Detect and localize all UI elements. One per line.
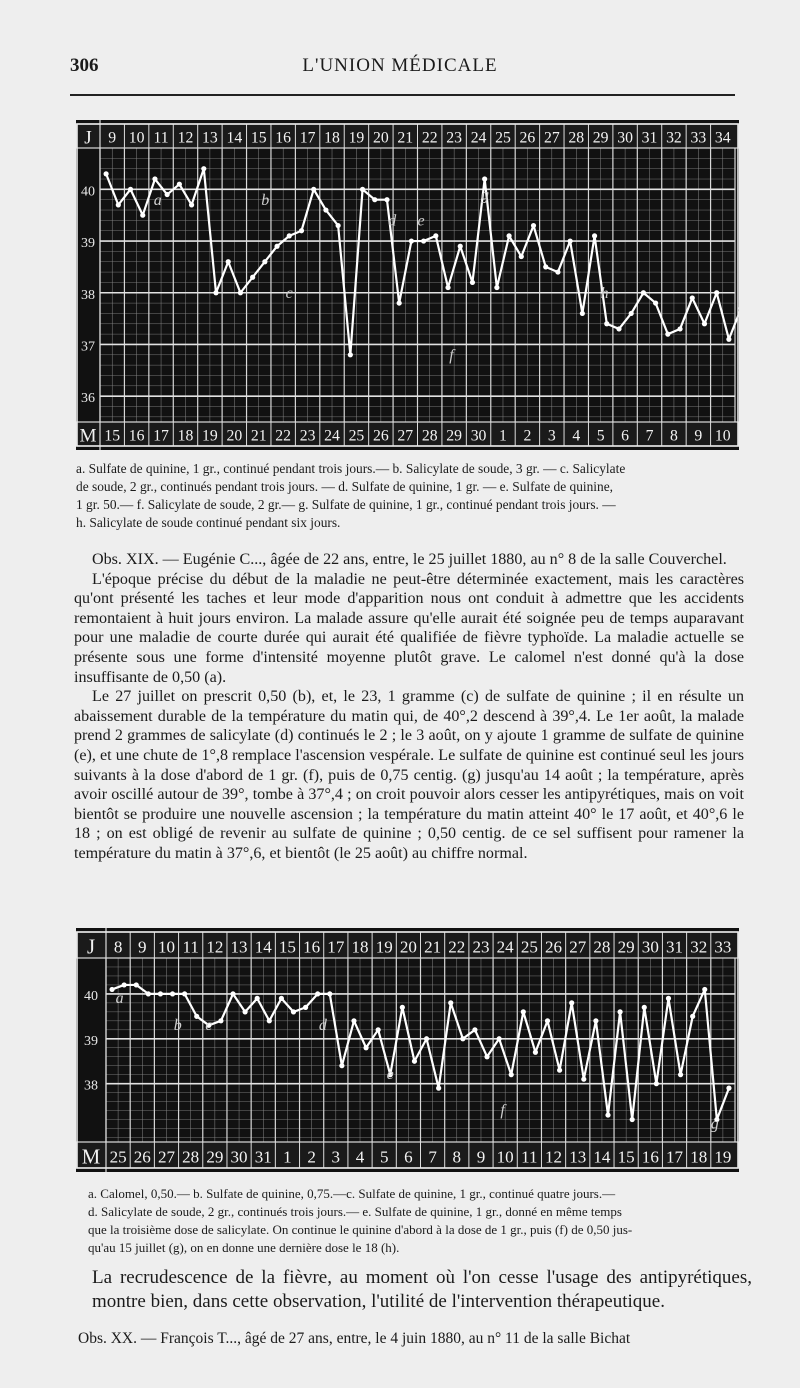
chart-2-bottom-day-label: 17 xyxy=(665,1147,684,1167)
chart-1-treatment-marker: a xyxy=(153,191,162,209)
chart-2-temperature-point xyxy=(436,1086,441,1091)
caption-1-line-2: de soude, 2 gr., continués pendant trois jours. — d. Sulfate de quinine, 1 gr. — e. Sulfate de quinine, xyxy=(76,479,614,494)
chart-1-top-day-label: 33 xyxy=(690,129,707,147)
chart-1-bottom-day-label: 21 xyxy=(250,427,267,445)
chart-2-temperature-point xyxy=(593,1018,598,1023)
chart-1-top-day-label: 24 xyxy=(470,129,487,147)
chart-1-top-label: J xyxy=(84,127,92,149)
chart-1-treatment-marker: e xyxy=(417,212,425,230)
chart-2-bottom-day-label: 11 xyxy=(521,1147,538,1167)
chart-1-top-day-label: 20 xyxy=(372,129,389,147)
chart-1-bottom-day-label: 26 xyxy=(372,427,389,445)
chart-2-top-day-label: 23 xyxy=(472,937,490,957)
chart-2-top-day-label: 26 xyxy=(545,937,563,957)
chart-2-temperature-point xyxy=(315,991,320,996)
chart-2-temperature-point xyxy=(327,991,332,996)
chart-2-bottom-day-label: 13 xyxy=(569,1147,587,1167)
journal-title: L'UNION MÉDICALE xyxy=(302,55,498,76)
chart-2-temperature-point xyxy=(497,1036,502,1041)
chart-2-top-day-label: 15 xyxy=(278,937,296,957)
chart-2-temperature-point xyxy=(630,1117,635,1122)
chart-1-y-tick-label: 39 xyxy=(81,236,95,252)
chart-1-temperature-point xyxy=(494,285,499,290)
chart-2-treatment-marker: g xyxy=(710,1115,719,1133)
caption-2-line-1: a. Calomel, 0,50.— b. Sulfate de quinine, 0,75.—c. Sulfate de quinine, 1 gr., continué quatre jours.— xyxy=(88,1186,616,1201)
chart-1-y-tick-label: 40 xyxy=(81,184,95,200)
chart-2-top-day-label: 25 xyxy=(520,937,538,957)
chart-1-bottom-day-label: 25 xyxy=(348,427,365,445)
chart-2-top-day-label: 30 xyxy=(641,937,659,957)
chart-1-caption xyxy=(76,460,756,532)
chart-2-bottom-day-label: 19 xyxy=(714,1147,732,1167)
chart-1-temperature-point xyxy=(116,202,121,207)
chart-2-top-day-label: 31 xyxy=(665,937,684,957)
chart-1-temperature-point xyxy=(604,321,609,326)
chart-2-temperature-point xyxy=(726,1086,731,1091)
chart-1-temperature-point xyxy=(262,259,267,264)
chart-1-bottom-day-label: 20 xyxy=(226,427,243,445)
chart-2-temperature-point xyxy=(146,991,151,996)
chart-2-bottom-day-label: 15 xyxy=(617,1147,635,1167)
caption-1-line-3: 1 gr. 50.— f. Salicylate de soude, 2 gr.— g. Sulfate de quinine, 1 gr., continué pendant trois jours. — xyxy=(76,497,616,512)
chart-2-temperature-point xyxy=(170,991,175,996)
chart-2-caption xyxy=(88,1185,756,1257)
temperature-chart-1 xyxy=(76,120,739,450)
chart-1-temperature-point xyxy=(482,176,487,181)
chart-1-bottom-day-label: 28 xyxy=(421,427,438,445)
chart-1-top-day-label: 28 xyxy=(568,129,585,147)
observation-paragraph-1: L'époque précise du début de la maladie ne peut-être déterminée exactement, mais les caractères qu'ont présenté les taches et leur mode d'apparition nous ont conduit à admettre que les accidents remontaient à huit jours environ. La malade assure qu'elle aurait été soignée peu de temps auparavant pour une maladie de courte durée qui aurait été qualifiée de fièvre typhoïde. La maladie actuelle se présente sous une forme d'intensité moyenne plutôt grave. Le calomel n'est donné qu'à la dose insuffisante de 0,50 (a). xyxy=(74,570,744,686)
chart-2-temperature-point xyxy=(134,982,139,987)
chart-1-temperature-point xyxy=(470,280,475,285)
chart-2-top-day-label: 20 xyxy=(399,937,417,957)
chart-1-bottom-day-label: 2 xyxy=(523,427,532,445)
chart-1-top-day-label: 14 xyxy=(226,129,243,147)
chart-2-top-day-label: 13 xyxy=(230,937,248,957)
chart-1-bottom-day-label: 29 xyxy=(446,427,463,445)
chart-2-bottom-day-label: 1 xyxy=(283,1147,292,1167)
chart-2-bottom-day-label: 9 xyxy=(476,1147,486,1167)
chart-1-temperature-point xyxy=(177,182,182,187)
chart-1-temperature-point xyxy=(397,300,402,305)
chart-2-treatment-marker: d xyxy=(318,1016,327,1034)
chart-2-temperature-point xyxy=(472,1027,477,1032)
chart-2-top-day-label: 8 xyxy=(113,937,123,957)
next-observation-line: Obs. XX. — François T..., âgé de 27 ans, entre, le 4 juin 1880, au n° 11 de la salle Bichat xyxy=(78,1330,631,1347)
chart-1-temperature-point xyxy=(445,285,450,290)
chart-2-temperature-point xyxy=(109,987,114,992)
chart-1-temperature-point xyxy=(506,233,511,238)
chart-2-temperature-point xyxy=(158,991,163,996)
chart-2-top-day-label: 22 xyxy=(448,937,466,957)
chart-1-bottom-day-label: 23 xyxy=(299,427,316,445)
chart-2-temperature-point xyxy=(460,1036,465,1041)
chart-1-temperature-point xyxy=(702,321,707,326)
page-number: 306 xyxy=(70,55,99,76)
chart-2-treatment-marker: f xyxy=(500,1102,505,1120)
chart-1-bottom-day-label: 22 xyxy=(275,427,292,445)
chart-1-temperature-point xyxy=(726,337,731,342)
header-rule xyxy=(70,94,735,96)
chart-2-temperature-point xyxy=(230,991,235,996)
chart-1-temperature-point xyxy=(580,311,585,316)
chart-1-temperature-point xyxy=(287,233,292,238)
chart-1-treatment-marker: f xyxy=(449,346,454,364)
chart-1-bottom-day-label: 30 xyxy=(470,427,487,445)
chart-1-temperature-point xyxy=(213,290,218,295)
chart-1-temperature-point xyxy=(665,332,670,337)
chart-1-top-day-label: 11 xyxy=(153,129,169,147)
temperature-chart-2-svg xyxy=(76,928,739,1172)
chart-2-temperature-point xyxy=(702,987,707,992)
chart-1-top-day-label: 21 xyxy=(397,129,414,147)
chart-1-top-day-label: 16 xyxy=(275,129,292,147)
chart-2-top-day-label: 19 xyxy=(375,937,393,957)
chart-2-top-day-label: 33 xyxy=(714,937,732,957)
chart-2-treatment-marker: b xyxy=(173,1016,182,1034)
chart-1-temperature-point xyxy=(641,290,646,295)
chart-1-top-day-label: 27 xyxy=(543,129,560,147)
chart-1-temperature-point xyxy=(311,187,316,192)
chart-2-temperature-point xyxy=(666,996,671,1001)
chart-2-top-day-label: 18 xyxy=(351,937,369,957)
chart-1-temperature-point xyxy=(409,238,414,243)
chart-1-treatment-marker: c xyxy=(285,284,293,302)
chart-1-bottom-day-label: 3 xyxy=(547,427,556,445)
chart-1-temperature-point xyxy=(360,187,365,192)
chart-1-temperature-point xyxy=(274,244,279,249)
chart-1-temperature-point xyxy=(519,254,524,259)
chart-1-bottom-day-label: 9 xyxy=(694,427,703,445)
chart-1-temperature-point xyxy=(128,187,133,192)
chart-1-temperature-point xyxy=(165,192,170,197)
chart-1-temperature-point xyxy=(323,207,328,212)
chart-1-temperature-point xyxy=(677,326,682,331)
chart-1-bottom-day-label: 24 xyxy=(324,427,340,445)
chart-2-top-day-label: 12 xyxy=(206,937,224,957)
chart-1-y-tick-label: 37 xyxy=(81,339,95,355)
chart-1-treatment-marker: g xyxy=(481,186,489,204)
chart-2-temperature-point xyxy=(605,1112,610,1117)
observation-text xyxy=(74,550,744,864)
chart-2-bottom-day-label: 31 xyxy=(254,1147,272,1167)
chart-1-temperature-point xyxy=(140,213,145,218)
chart-2-temperature-point xyxy=(448,1000,453,1005)
chart-1-temperature-point xyxy=(458,244,463,249)
chart-2-bottom-day-label: 2 xyxy=(307,1147,316,1167)
chart-2-temperature-point xyxy=(376,1027,381,1032)
chart-1-top-day-label: 32 xyxy=(666,129,682,147)
chart-2-temperature-point xyxy=(291,1009,296,1014)
chart-2-top-day-label: 16 xyxy=(303,937,321,957)
chart-1-bottom-day-label: 17 xyxy=(153,427,169,445)
chart-1-top-day-label: 31 xyxy=(641,129,658,147)
chart-2-bottom-day-label: 8 xyxy=(452,1147,462,1167)
chart-1-temperature-point xyxy=(250,275,255,280)
chart-1-temperature-point xyxy=(201,166,206,171)
chart-2-temperature-point xyxy=(243,1009,248,1014)
chart-2-top-day-label: 17 xyxy=(327,937,345,957)
chart-2-top-day-label: 21 xyxy=(424,937,442,957)
chart-2-temperature-point xyxy=(218,1018,223,1023)
chart-2-y-tick-label: 40 xyxy=(84,988,98,1004)
chart-2-temperature-point xyxy=(654,1081,659,1086)
chart-1-top-day-label: 13 xyxy=(202,129,218,147)
chart-2-temperature-point xyxy=(255,996,260,1001)
chart-2-bottom-day-label: 30 xyxy=(230,1147,248,1167)
chart-1-temperature-point xyxy=(238,290,243,295)
chart-2-temperature-point xyxy=(194,1014,199,1019)
chart-2-temperature-point xyxy=(484,1054,489,1059)
chart-2-treatment-marker: c xyxy=(205,1016,213,1034)
chart-1-top-day-label: 19 xyxy=(348,129,365,147)
chart-1-bottom-day-label: 10 xyxy=(714,427,731,445)
chart-1-top-day-label: 25 xyxy=(495,129,511,147)
chart-1-temperature-point xyxy=(433,233,438,238)
chart-1-temperature-point xyxy=(348,352,353,357)
chart-1-top-day-label: 12 xyxy=(177,129,194,147)
chart-1-bottom-day-label: 19 xyxy=(202,427,218,445)
chart-1-top-day-label: 10 xyxy=(128,129,145,147)
chart-2-bottom-day-label: 10 xyxy=(496,1147,514,1167)
chart-2-temperature-point xyxy=(617,1009,622,1014)
chart-1-temperature-point xyxy=(714,290,719,295)
chart-2-temperature-point xyxy=(363,1045,368,1050)
chart-2-top-day-label: 24 xyxy=(496,937,514,957)
chart-1-temperature-point xyxy=(568,238,573,243)
chart-2-bottom-day-label: 26 xyxy=(133,1147,151,1167)
chart-1-bottom-day-label: 4 xyxy=(572,427,581,445)
chart-1-top-day-label: 18 xyxy=(324,129,340,147)
chart-2-bottom-day-label: 3 xyxy=(331,1147,341,1167)
chart-1-y-tick-label: 38 xyxy=(81,287,95,303)
chart-1-bottom-day-label: 8 xyxy=(670,427,678,445)
chart-2-temperature-point xyxy=(339,1063,344,1068)
chart-2-bottom-day-label: 7 xyxy=(428,1147,437,1167)
chart-2-bottom-day-label: 5 xyxy=(379,1147,389,1167)
chart-2-bottom-day-label: 27 xyxy=(157,1147,176,1167)
chart-1-top-day-label: 15 xyxy=(250,129,267,147)
chart-1-treatment-marker: b xyxy=(261,191,270,209)
chart-1-top-day-label: 22 xyxy=(421,129,438,147)
chart-1-top-day-label: 26 xyxy=(519,129,536,147)
chart-1-top-day-label: 30 xyxy=(617,129,633,147)
chart-1-temperature-point xyxy=(592,233,597,238)
caption-2-line-4: qu'au 15 juillet (g), on en donne une dernière dose le 18 (h). xyxy=(88,1240,400,1255)
chart-1-temperature-point xyxy=(372,197,377,202)
chart-2-temperature-point xyxy=(267,1018,272,1023)
chart-2-bottom-label: M xyxy=(81,1145,101,1169)
chart-1-bottom-day-label: 6 xyxy=(621,427,630,445)
page-header xyxy=(70,55,730,81)
chart-2-temperature-point xyxy=(690,1014,695,1019)
chart-2-temperature-point xyxy=(303,1005,308,1010)
caption-1-line-4: h. Salicylate de soude continué pendant six jours. xyxy=(76,515,341,530)
chart-1-temperature-point xyxy=(653,300,658,305)
chart-2-bottom-day-label: 12 xyxy=(545,1147,563,1167)
chart-1-temperature-point xyxy=(616,326,621,331)
chart-2-bottom-day-label: 16 xyxy=(641,1147,659,1167)
chart-2-temperature-point xyxy=(400,1005,405,1010)
chart-2-temperature-point xyxy=(642,1005,647,1010)
chart-2-temperature-point xyxy=(351,1018,356,1023)
chart-1-bottom-day-label: 5 xyxy=(596,427,605,445)
chart-1-temperature-point xyxy=(555,269,560,274)
chart-2-treatment-marker: a xyxy=(115,989,124,1007)
chart-1-temperature-point xyxy=(543,264,548,269)
chart-2-bottom-day-label: 18 xyxy=(690,1147,708,1167)
chart-2-temperature-point xyxy=(533,1050,538,1055)
caption-2-line-2: d. Salicylate de soude, 2 gr., continués trois jours.— e. Sulfate de quinine, 1 gr., donné en même temps xyxy=(88,1204,622,1219)
chart-2-temperature-point xyxy=(569,1000,574,1005)
chart-1-temperature-point xyxy=(104,171,109,176)
chart-2-temperature-point xyxy=(412,1059,417,1064)
chart-2-temperature-point xyxy=(678,1072,683,1077)
observation-paragraph-2: Le 27 juillet on prescrit 0,50 (b), et, le 23, 1 gramme (c) de sulfate de quinine ; il en résulte un abaissement durable de la température du matin qui, de 40°,2 descend à 39°,4. Le 1er août, la malade prend 2 grammes de salicylate (d) continués le 2 ; le 3 août, on y ajoute 1 gramme de sulfate de quinine (e), et une chute de 1°,8 remplace l'ascension vespérale. Le sulfate de quinine est continué seul les jours suivants à la dose d'abord de 1 gr. (f), puis de 0,75 centig. (g) jusqu'au 14 août ; la température, après avoir oscillé autour de 39°, tombe à 37°,4 ; on croit pouvoir alors cesser les antipyrétiques, mais on voit bientôt se produire une nouvelle ascension ; la température du matin atteint 40° le 17 août, et 40°,6 le 18 ; on est obligé de revenir au sulfate de quinine ; 0,50 centig. de ce sel suffisent pour ramener la température du matin à 37°,6, et bientôt (le 25 août) au chiffre normal. xyxy=(74,688,744,862)
chart-2-top-day-label: 28 xyxy=(593,937,611,957)
caption-1-line-1: a. Sulfate de quinine, 1 gr., continué pendant trois jours.— b. Salicylate de soude, 3 gr. — c. Salicylate xyxy=(76,461,626,476)
chart-2-bottom-day-label: 14 xyxy=(593,1147,611,1167)
chart-1-top-day-label: 17 xyxy=(299,129,316,147)
chart-2-temperature-point xyxy=(279,996,284,1001)
chart-1-top-day-label: 34 xyxy=(714,129,731,147)
closing-paragraph: La recrudescence de la fièvre, au moment où l'on cesse l'usage des antipyrétiques, montre bien, dans cette observation, l'utilité de l'intervention thérapeutique. xyxy=(92,1267,752,1312)
chart-2-treatment-marker: e xyxy=(386,1066,394,1084)
chart-1-top-day-label: 9 xyxy=(108,129,117,147)
chart-1-temperature-point xyxy=(189,202,194,207)
chart-1-treatment-marker: d xyxy=(388,212,397,230)
chart-2-top-day-label: 14 xyxy=(254,937,272,957)
chart-1-temperature-point xyxy=(531,223,536,228)
chart-2-top-day-label: 29 xyxy=(617,937,635,957)
chart-1-treatment-marker: h xyxy=(600,284,609,302)
chart-2-bottom-day-label: 28 xyxy=(182,1147,200,1167)
chart-2-temperature-point xyxy=(182,991,187,996)
chart-1-bottom-day-label: 27 xyxy=(397,427,414,445)
chart-2-temperature-point xyxy=(581,1077,586,1082)
chart-1-bottom-day-label: 7 xyxy=(645,427,654,445)
chart-2-temperature-point xyxy=(424,1036,429,1041)
chart-2-bottom-day-label: 6 xyxy=(404,1147,413,1167)
chart-1-bottom-day-label: 1 xyxy=(499,427,507,445)
chart-2-top-day-label: 27 xyxy=(569,937,587,957)
chart-2-top-day-label: 10 xyxy=(157,937,176,957)
chart-2-bottom-day-label: 25 xyxy=(109,1147,127,1167)
observation-intro: Obs. XIX. — Eugénie C..., âgée de 22 ans, entre, le 25 juillet 1880, au n° 8 de la salle Couverchel. xyxy=(92,551,727,568)
temperature-chart-2 xyxy=(76,928,739,1172)
chart-1-bottom-label: M xyxy=(79,425,97,447)
chart-2-top-day-label: 9 xyxy=(138,937,147,957)
chart-2-temperature-point xyxy=(545,1018,550,1023)
chart-2-temperature-point xyxy=(521,1009,526,1014)
chart-2-temperature-point xyxy=(122,982,127,987)
chart-2-temperature-point xyxy=(557,1068,562,1073)
chart-2-bottom-day-label: 4 xyxy=(355,1147,365,1167)
caption-2-line-3: que la troisième dose de salicylate. On continue le quinine d'abord à la dose de 1 gr., puis (f) de 0,50 jus- xyxy=(88,1222,633,1237)
chart-2-temperature-point xyxy=(509,1072,514,1077)
chart-1-bottom-day-label: 18 xyxy=(177,427,194,445)
chart-1-temperature-point xyxy=(629,311,634,316)
chart-1-temperature-point xyxy=(336,223,341,228)
chart-1-top-day-label: 29 xyxy=(592,129,609,147)
chart-1-y-tick-label: 36 xyxy=(81,391,95,407)
chart-2-y-tick-label: 39 xyxy=(84,1033,98,1049)
chart-1-temperature-point xyxy=(421,238,426,243)
temperature-chart-1-svg xyxy=(76,120,739,450)
chart-2-bottom-day-label: 29 xyxy=(206,1147,224,1167)
chart-1-temperature-point xyxy=(690,295,695,300)
chart-1-bottom-day-label: 15 xyxy=(104,427,121,445)
chart-2-top-day-label: 32 xyxy=(690,937,708,957)
chart-2-y-tick-label: 38 xyxy=(84,1078,98,1094)
chart-1-temperature-point xyxy=(299,228,304,233)
chart-2-top-label: J xyxy=(86,935,96,959)
chart-1-temperature-point xyxy=(384,197,389,202)
chart-1-frame xyxy=(77,124,738,446)
chart-1-temperature-point xyxy=(152,176,157,181)
chart-1-bottom-day-label: 16 xyxy=(128,427,145,445)
chart-1-temperature-point xyxy=(226,259,231,264)
chart-2-top-day-label: 11 xyxy=(182,937,199,957)
chart-1-top-day-label: 23 xyxy=(446,129,463,147)
